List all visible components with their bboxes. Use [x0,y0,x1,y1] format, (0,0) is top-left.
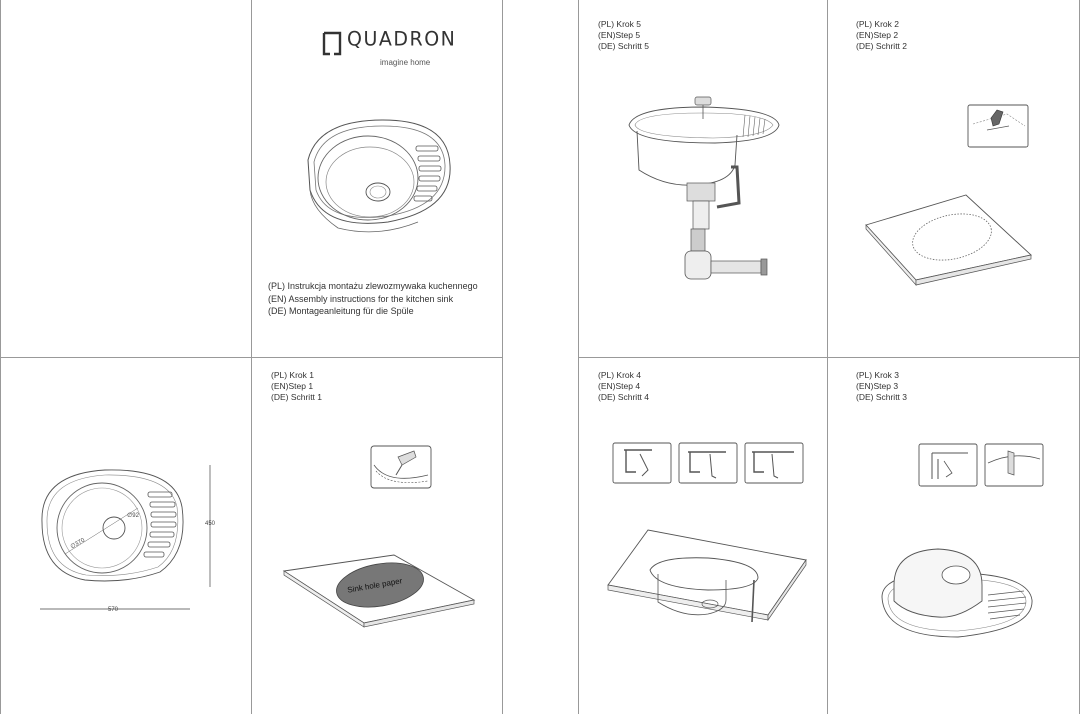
step1-heading [271,370,322,403]
step2-counter-illustration [866,195,1036,285]
step1-detail-illustration [370,445,432,489]
horizontal-divider-left [0,357,503,358]
step4-de: (DE) Schritt 4 [598,392,650,402]
step4-pl: (PL) Krok 4 [598,370,641,380]
step5-en: (EN)Step 5 [598,30,641,40]
step4-detail-c [744,442,804,484]
sink-hole-paper-label: Sink hole paper [346,576,403,595]
dimension-drawing [30,462,230,612]
step4-install-illustration [608,530,808,630]
step3-detail-b [984,443,1044,487]
step3-sink-illustration [878,545,1038,645]
cover-title-block [268,280,478,318]
step4-heading [598,370,649,403]
dimension-bowl: ∅370 [69,537,86,551]
dimension-width: 570 [108,607,119,613]
step5-de: (DE) Schritt 5 [598,41,650,51]
step3-en: (EN)Step 3 [856,381,899,391]
dimension-drain: ∅92 [127,513,139,519]
step5-drain-assembly-illustration [625,95,785,295]
logo-mark-icon [322,30,344,58]
step3-detail-a [918,443,978,487]
step1-pl: (PL) Krok 1 [271,370,314,380]
step3-de: (DE) Schritt 3 [856,392,908,402]
step2-heading [856,19,907,52]
step1-de: (DE) Schritt 1 [271,392,323,402]
step3-heading [856,370,907,403]
step4-detail-a [612,442,672,484]
cover-sink-illustration [298,110,458,240]
step2-pl: (PL) Krok 2 [856,19,899,29]
cover-title-pl: (PL) Instrukcja montażu zlewozmywaka kuchennego [268,281,478,291]
brand-name: QUADRON [347,27,457,51]
step3-pl: (PL) Krok 3 [856,370,899,380]
brand-tagline: imagine home [380,58,431,67]
cover-title-en: (EN) Assembly instructions for the kitchen sink [268,293,454,304]
dimension-height: 450 [205,521,216,527]
horizontal-divider-right [578,357,1080,358]
step5-heading [598,19,649,52]
step2-de: (DE) Schritt 2 [856,41,908,51]
step1-counter-illustration [284,555,474,635]
step2-en: (EN)Step 2 [856,30,899,40]
cover-title-de: (DE) Montageanleitung für die Spüle [268,306,414,316]
step4-detail-b [678,442,738,484]
step5-pl: (PL) Krok 5 [598,19,641,29]
step1-en: (EN)Step 1 [271,381,314,391]
step2-detail-illustration [967,104,1029,148]
step4-en: (EN)Step 4 [598,381,641,391]
